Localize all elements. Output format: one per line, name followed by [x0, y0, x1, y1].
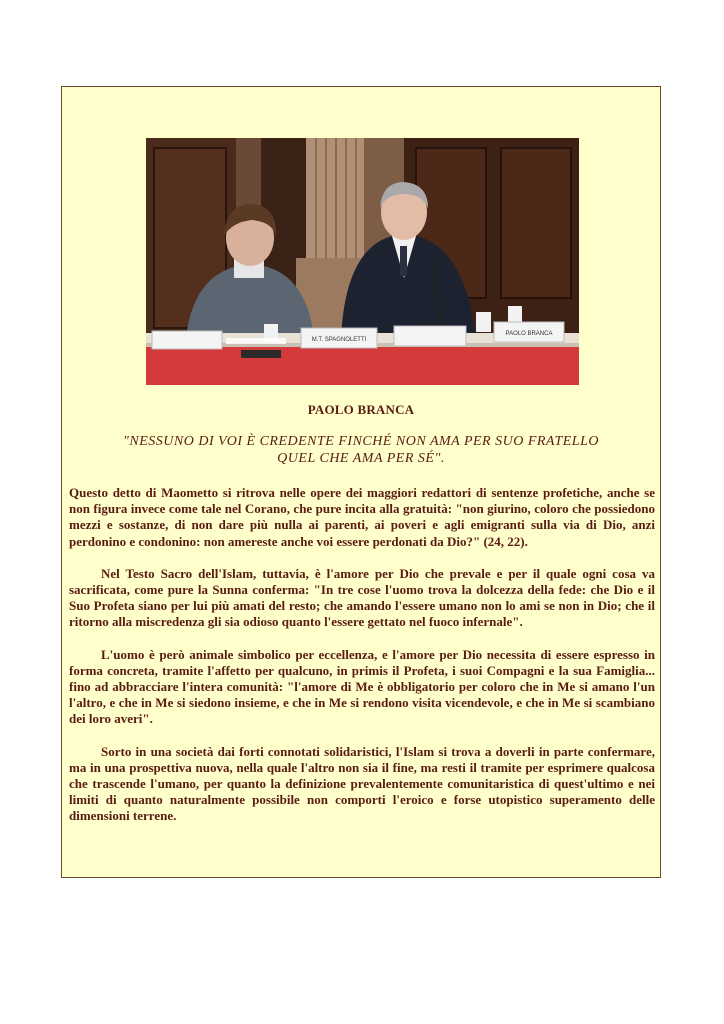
author-name: PAOLO BRANCA [307, 402, 415, 417]
quote-line: QUEL CHE AMA PER SÉ". [277, 451, 445, 466]
name-card-right: PAOLO BRANCA [505, 331, 553, 337]
page-frame [61, 86, 661, 878]
paragraph: Questo detto di Maometto si ritrova nelle opere dei maggiori redattori di sentenze profetiche, anche se non figura invece come tale nel Corano, che pure incita alla gratuità: "non giurino, coloro che possiedono mezzi e sostanze, di non dare più nulla ai parenti, ai poveri e agli emigranti sulla via di Dio, anzi perdonino e condonino: non amereste anche voi essere perdonati da Dio?" (24, 22). [69, 485, 655, 549]
name-card-left: M.T. SPAGNOLETTI [311, 337, 367, 343]
quote [82, 433, 640, 467]
paragraph: Nel Testo Sacro dell'Islam, tuttavia, è l'amore per Dio che prevale e per il quale ogni cosa va sacrificata, come pure la Sunna conferma: "In tre cose l'uomo trova la dolcezza della fede: che Dio e il Suo Profeta siano per lui più amati del resto; che amando l'essere umano non lo ami se non in Dio; che il ritorno alla miscredenza gli sia odioso quanto l'essere gettato nel fuoco infernale". [69, 565, 655, 630]
conference-photo [146, 138, 579, 385]
paragraph: L'uomo è però animale simbolico per eccellenza, e l'amore per Dio necessita di essere espresso in forma concreta, tramite l'affetto per qualcuno, in primis il Profeta, i suoi Compagni e la sua Famiglia... fino ad abbracciare l'intera comunità: "l'amore di Me è obbligatorio per coloro che in Me si amano l'un l'altro, e che in Me si siedono insieme, e che in Me si rendono visita vicendevole, e che in Me si scambiano dei loro averi". [69, 646, 655, 727]
quote-line: "NESSUNO DI VOI È CREDENTE FINCHÉ NON AMA PER SUO FRATELLO [123, 434, 599, 449]
paragraph: Sorto in una società dai forti connotati solidaristici, l'Islam si trova a doverli in parte confermare, ma in una prospettiva nuova, nella quale l'altro non sia il fine, ma resti il tramite per esprimere qualcosa che trascende l'umano, per quanto la definizione prevalentemente comunitaristica di quest'ultimo e nei limiti di quanto naturalmente possibile non comporti l'eroico e forse utopistico superamento delle dimensioni terrene. [69, 743, 655, 824]
article-body [69, 485, 655, 841]
